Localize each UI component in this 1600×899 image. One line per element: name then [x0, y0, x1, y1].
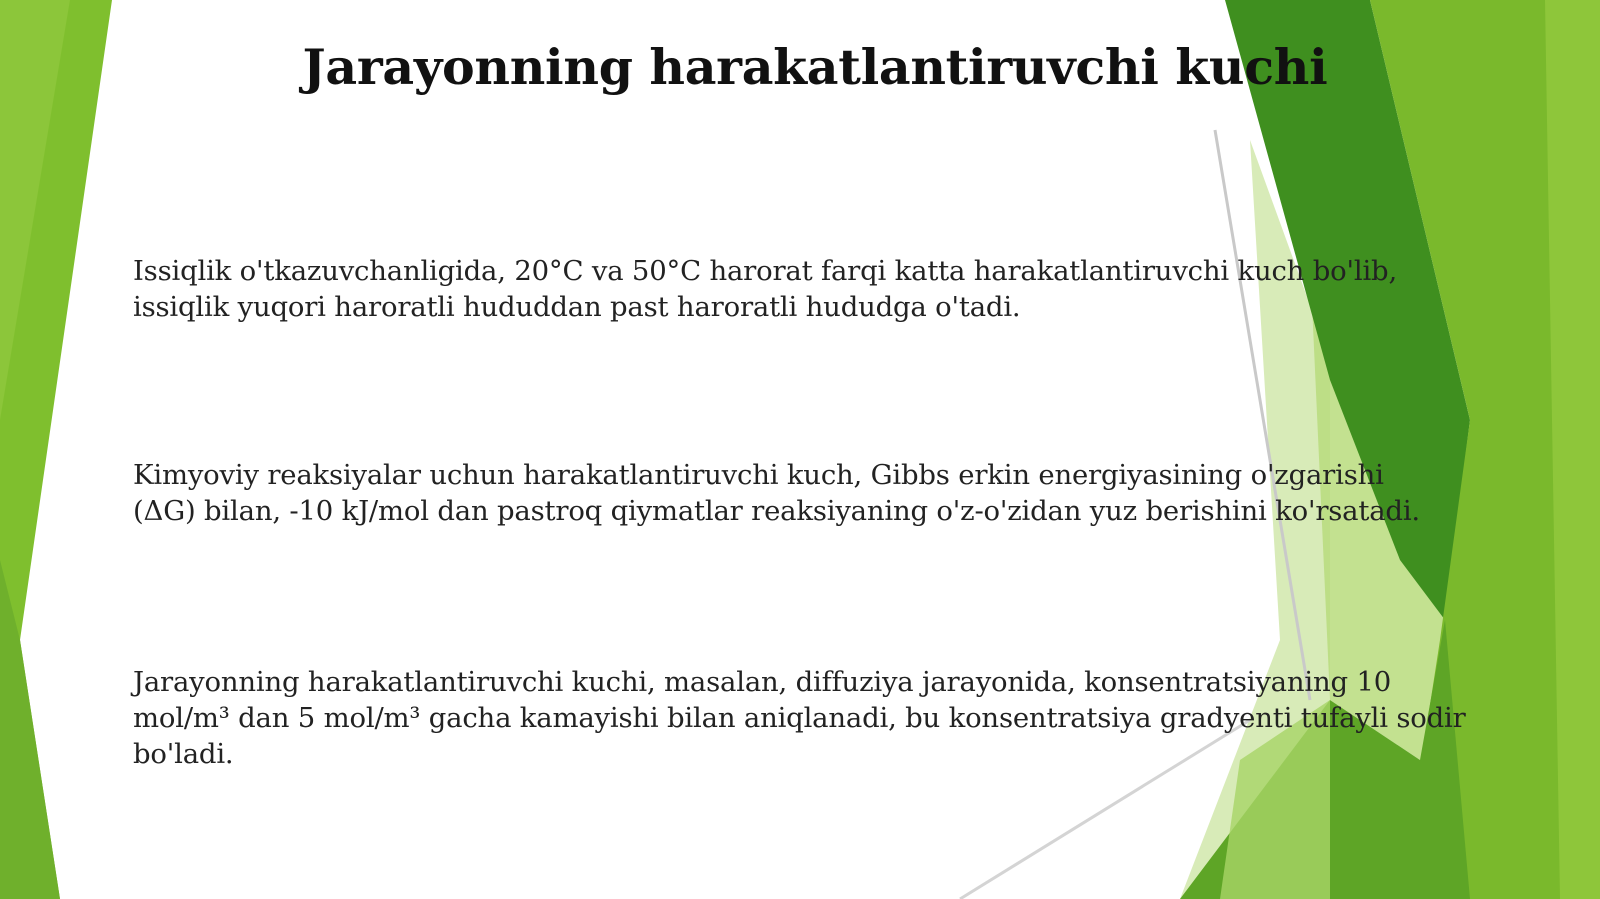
paragraph-heat-conduction: Issiqlik o'tkazuvchanligida, 20°C va 50°C harorat farqi katta harakatlantiruvchi kuch bo'lib, issiqlik yuqori haroratli hududdan past haroratli hududga o'tadi. [133, 255, 1397, 323]
paragraph-gibbs-energy: Kimyoviy reaksiyalar uchun harakatlantiruvchi kuch, Gibbs erkin energiyasining o'zgarishi (ΔG) bilan, -10 kJ/mol dan pastroq qiymatlar reaksiyaning o'z-o'zidan yuz berishini ko'rsatadi. [133, 459, 1420, 527]
left-band-bottom [0, 560, 60, 899]
slide-title: Jarayonning harakatlantiruvchi kuchi [302, 38, 1328, 96]
paragraph-diffusion: Jarayonning harakatlantiruvchi kuchi, masalan, diffuziya jarayonida, konsentratsiyaning 10 mol/m³ dan 5 mol/m³ gacha kamayishi bilan aniqlanadi, bu konsentratsiya gradyenti tufayli sodir bo'ladi. [133, 666, 1466, 770]
